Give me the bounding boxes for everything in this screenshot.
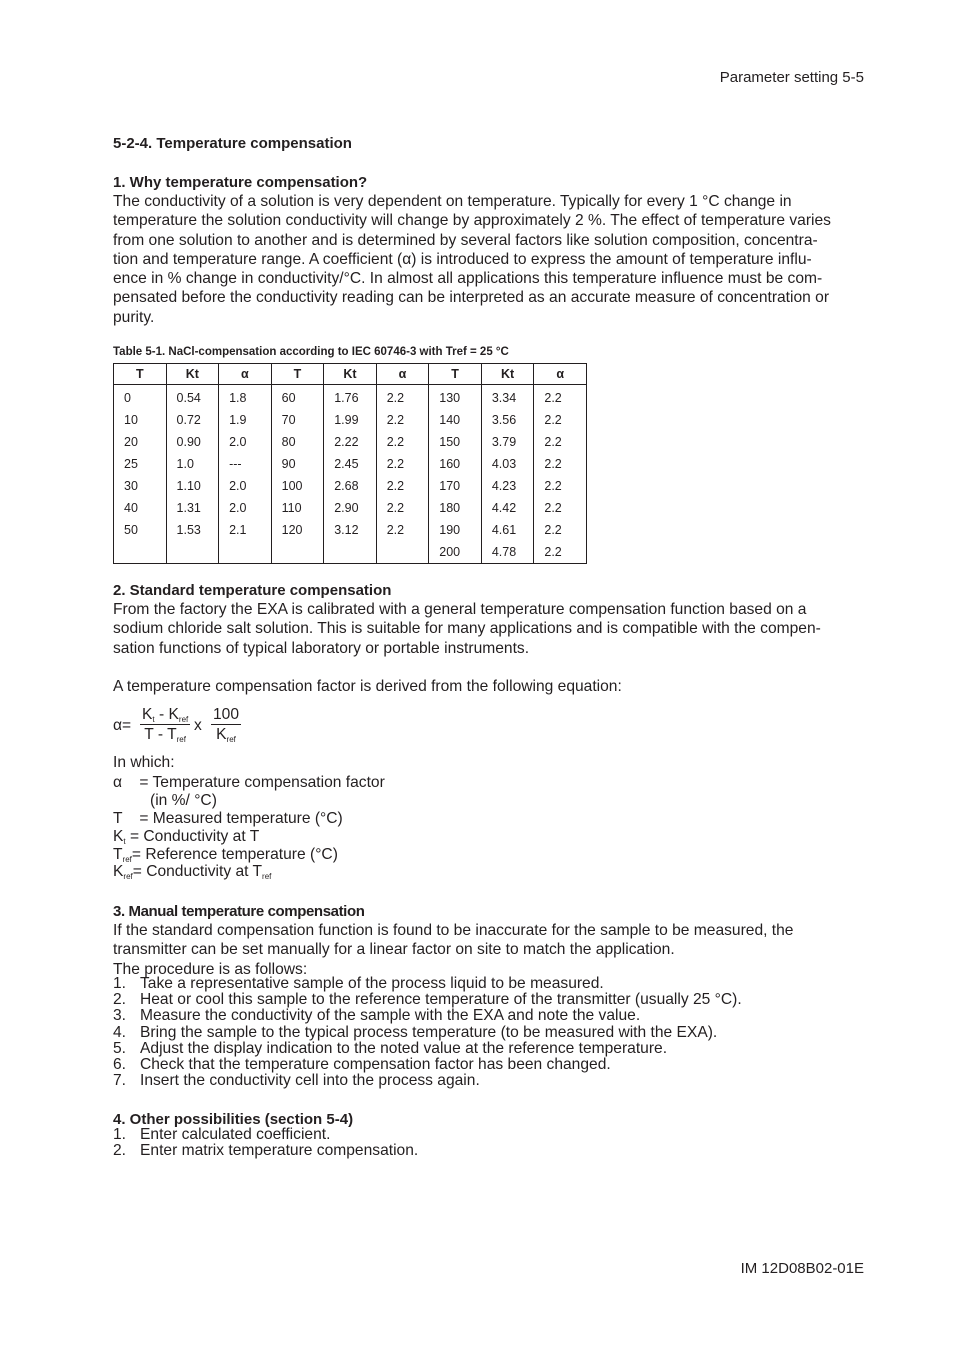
definition-alpha-unit: (in %/ °C)	[150, 792, 217, 809]
table-cell: 1.31	[166, 497, 219, 519]
why-line: from one solution to another and is determined by several factors like solution composition, concentra-	[113, 231, 818, 249]
definition-kt: $K_t$ = Conductivity at T	[113, 828, 260, 846]
standard-heading: 2. Standard temperature compensation	[113, 582, 392, 599]
why-line: ence in % change in conductivity/°C. In almost all applications this temperature influence must be com-	[113, 270, 823, 288]
list-item: 1. Enter calculated coefficient.	[113, 1126, 331, 1143]
manual-line: If the standard compensation function is found to be inaccurate for the sample to be measured, the	[113, 922, 794, 939]
table-cell: 2.2	[534, 431, 587, 453]
table-cell: 190	[429, 519, 482, 541]
table-cell: 2.2	[376, 475, 429, 497]
table-cell: 90	[271, 453, 324, 475]
table-cell: ---	[219, 453, 272, 475]
other-heading: 4. Other possibilities (section 5-4)	[113, 1111, 354, 1128]
table-cell: 60	[271, 385, 324, 410]
table-cell: 1.8	[219, 385, 272, 410]
table-cell: 2.2	[534, 453, 587, 475]
table-cell: 70	[271, 409, 324, 431]
table-cell: 2.2	[534, 409, 587, 431]
standard-line: sodium chloride salt solution. This is suitable for many applications and is compatible with the compen-	[113, 620, 821, 638]
table-cell: 1.99	[324, 409, 377, 431]
table-cell: 0.90	[166, 431, 219, 453]
column-header: Kt	[481, 364, 534, 385]
document-id: IM 12D08B02-01E	[740, 1260, 864, 1277]
why-line: temperature the solution conductivity will change by approximately 2 %. The effect of temperature varies	[113, 212, 831, 230]
column-header: T	[114, 364, 167, 385]
table-cell: 4.23	[481, 475, 534, 497]
manual-heading: 3. Manual temperature compensation	[113, 903, 365, 920]
column-header: α	[376, 364, 429, 385]
table-cell: 2.2	[376, 497, 429, 519]
definition-tref: $T_{ref}=$ Reference temperature (°C)	[113, 846, 338, 864]
table-cell: 2.68	[324, 475, 377, 497]
equation-multiply: x	[194, 717, 202, 734]
why-line: purity.	[113, 308, 155, 326]
table-row	[114, 519, 587, 541]
running-header: Parameter setting 5-5	[719, 69, 864, 86]
table-cell: 2.0	[219, 497, 272, 519]
table-cell: 3.12	[324, 519, 377, 541]
table-cell: 2.22	[324, 431, 377, 453]
table-cell: 40	[114, 497, 167, 519]
table-cell: 50	[114, 519, 167, 541]
fraction-1-denominator: T - $T_{ref}$	[144, 726, 186, 744]
table-cell: 170	[429, 475, 482, 497]
equation-fraction-2	[211, 706, 241, 744]
why-heading: 1. Why temperature compensation?	[113, 174, 368, 191]
table-cell: 2.0	[219, 431, 272, 453]
other-list	[113, 1127, 418, 1159]
table-row	[114, 475, 587, 497]
table-row	[114, 541, 587, 564]
table-cell: 1.10	[166, 475, 219, 497]
fraction-1-numerator: $K_t - K_{ref}$	[142, 706, 189, 724]
table-cell: 2.2	[376, 519, 429, 541]
table-cell	[324, 541, 377, 564]
table-cell	[271, 541, 324, 564]
table-row	[114, 497, 587, 519]
table-cell	[376, 541, 429, 564]
why-line: tion and temperature range. A coefficient (α) is introduced to express the amount of temperature influ-	[113, 250, 812, 268]
manual-line: The procedure is as follows:	[113, 960, 308, 978]
why-line: The conductivity of a solution is very dependent on temperature. Typically for every 1 °C change in	[113, 193, 792, 210]
table-cell: 100	[271, 475, 324, 497]
column-header: α	[219, 364, 272, 385]
procedure-list	[113, 976, 742, 1089]
definitions-intro: In which:	[113, 754, 175, 771]
list-item: 4. Bring the sample to the typical process temperature (to be measured with the EXA).	[113, 1023, 718, 1041]
list-item: 3. Measure the conductivity of the sample with the EXA and note the value.	[113, 1007, 641, 1025]
table-cell	[114, 541, 167, 564]
list-item: 5. Adjust the display indication to the noted value at the reference temperature.	[113, 1039, 668, 1057]
table-cell: 180	[429, 497, 482, 519]
table-cell: 200	[429, 541, 482, 564]
table-cell: 2.2	[376, 431, 429, 453]
table-cell: 4.03	[481, 453, 534, 475]
list-item: 6. Check that the temperature compensation factor has been changed.	[113, 1056, 611, 1074]
table-cell: 3.56	[481, 409, 534, 431]
table-row	[114, 385, 587, 410]
standard-line: From the factory the EXA is calibrated with a general temperature compensation function based on a	[113, 601, 807, 618]
table-cell: 4.42	[481, 497, 534, 519]
table-cell: 2.2	[376, 409, 429, 431]
table-cell: 2.2	[376, 385, 429, 410]
table-cell: 1.0	[166, 453, 219, 475]
column-header: Kt	[324, 364, 377, 385]
fraction-2-numerator: 100	[213, 706, 240, 723]
column-header: T	[429, 364, 482, 385]
table-cell: 3.34	[481, 385, 534, 410]
equation-lhs: α=	[113, 717, 132, 734]
nacl-compensation-table	[113, 363, 587, 564]
table-cell: 0	[114, 385, 167, 410]
table-cell: 130	[429, 385, 482, 410]
standard-line: sation functions of typical laboratory or portable instruments.	[113, 639, 530, 657]
column-header: α	[534, 364, 587, 385]
table-cell: 160	[429, 453, 482, 475]
table-cell: 25	[114, 453, 167, 475]
table-cell: 2.2	[534, 385, 587, 410]
table-cell	[166, 541, 219, 564]
table-cell: 120	[271, 519, 324, 541]
column-header: Kt	[166, 364, 219, 385]
table-cell: 1.9	[219, 409, 272, 431]
table-cell: 0.72	[166, 409, 219, 431]
table-cell: 4.61	[481, 519, 534, 541]
table-cell	[219, 541, 272, 564]
fraction-2-denominator: $K_{ref}$	[216, 726, 236, 744]
table-cell: 140	[429, 409, 482, 431]
table-cell: 20	[114, 431, 167, 453]
standard-paragraph	[113, 600, 873, 658]
list-item: 7. Insert the conductivity cell into the process again.	[113, 1072, 480, 1090]
list-item: 1. Take a representative sample of the process liquid to be measured.	[113, 975, 604, 992]
table-cell: 2.2	[376, 453, 429, 475]
table-row	[114, 409, 587, 431]
table-cell: 0.54	[166, 385, 219, 410]
equation-fraction-1	[140, 706, 190, 744]
table-cell: 2.0	[219, 475, 272, 497]
list-item: 2. Heat or cool this sample to the reference temperature of the transmitter (usually 25 °C).	[113, 991, 742, 1009]
table-cell: 4.78	[481, 541, 534, 564]
table-row	[114, 431, 587, 453]
table-cell: 80	[271, 431, 324, 453]
table-cell: 2.90	[324, 497, 377, 519]
equation-intro-text: A temperature compensation factor is derived from the following equation:	[113, 678, 622, 695]
definition-alpha: α = Temperature compensation factor	[113, 774, 385, 791]
table-cell: 30	[114, 475, 167, 497]
table-cell: 2.2	[534, 475, 587, 497]
manual-paragraph	[113, 921, 873, 979]
table-cell: 2.45	[324, 453, 377, 475]
equation-intro	[113, 677, 873, 696]
definition-t: T = Measured temperature (°C)	[113, 810, 343, 827]
table-cell: 10	[114, 409, 167, 431]
why-paragraph	[113, 192, 873, 327]
table-cell: 1.76	[324, 385, 377, 410]
table-row	[114, 453, 587, 475]
table-cell: 1.53	[166, 519, 219, 541]
section-title: 5-2-4. Temperature compensation	[113, 135, 352, 152]
column-header: T	[271, 364, 324, 385]
definition-kref: $K_{ref}=$ Conductivity at $T_{ref}$	[113, 863, 272, 881]
table-header-row	[114, 364, 587, 385]
manual-line: transmitter can be set manually for a linear factor on site to match the application.	[113, 941, 675, 959]
table-cell: 2.2	[534, 541, 587, 564]
table-cell: 2.1	[219, 519, 272, 541]
table-cell: 2.2	[534, 519, 587, 541]
table-caption: Table 5-1. NaCl-compensation according to IEC 60746-3 with Tref = 25 °C	[113, 346, 509, 358]
table-cell: 2.2	[534, 497, 587, 519]
why-line: pensated before the conductivity reading can be interpreted as an accurate measure of concentration or	[113, 289, 830, 307]
table-cell: 150	[429, 431, 482, 453]
list-item: 2. Enter matrix temperature compensation.	[113, 1142, 419, 1160]
table-cell: 3.79	[481, 431, 534, 453]
table-cell: 110	[271, 497, 324, 519]
